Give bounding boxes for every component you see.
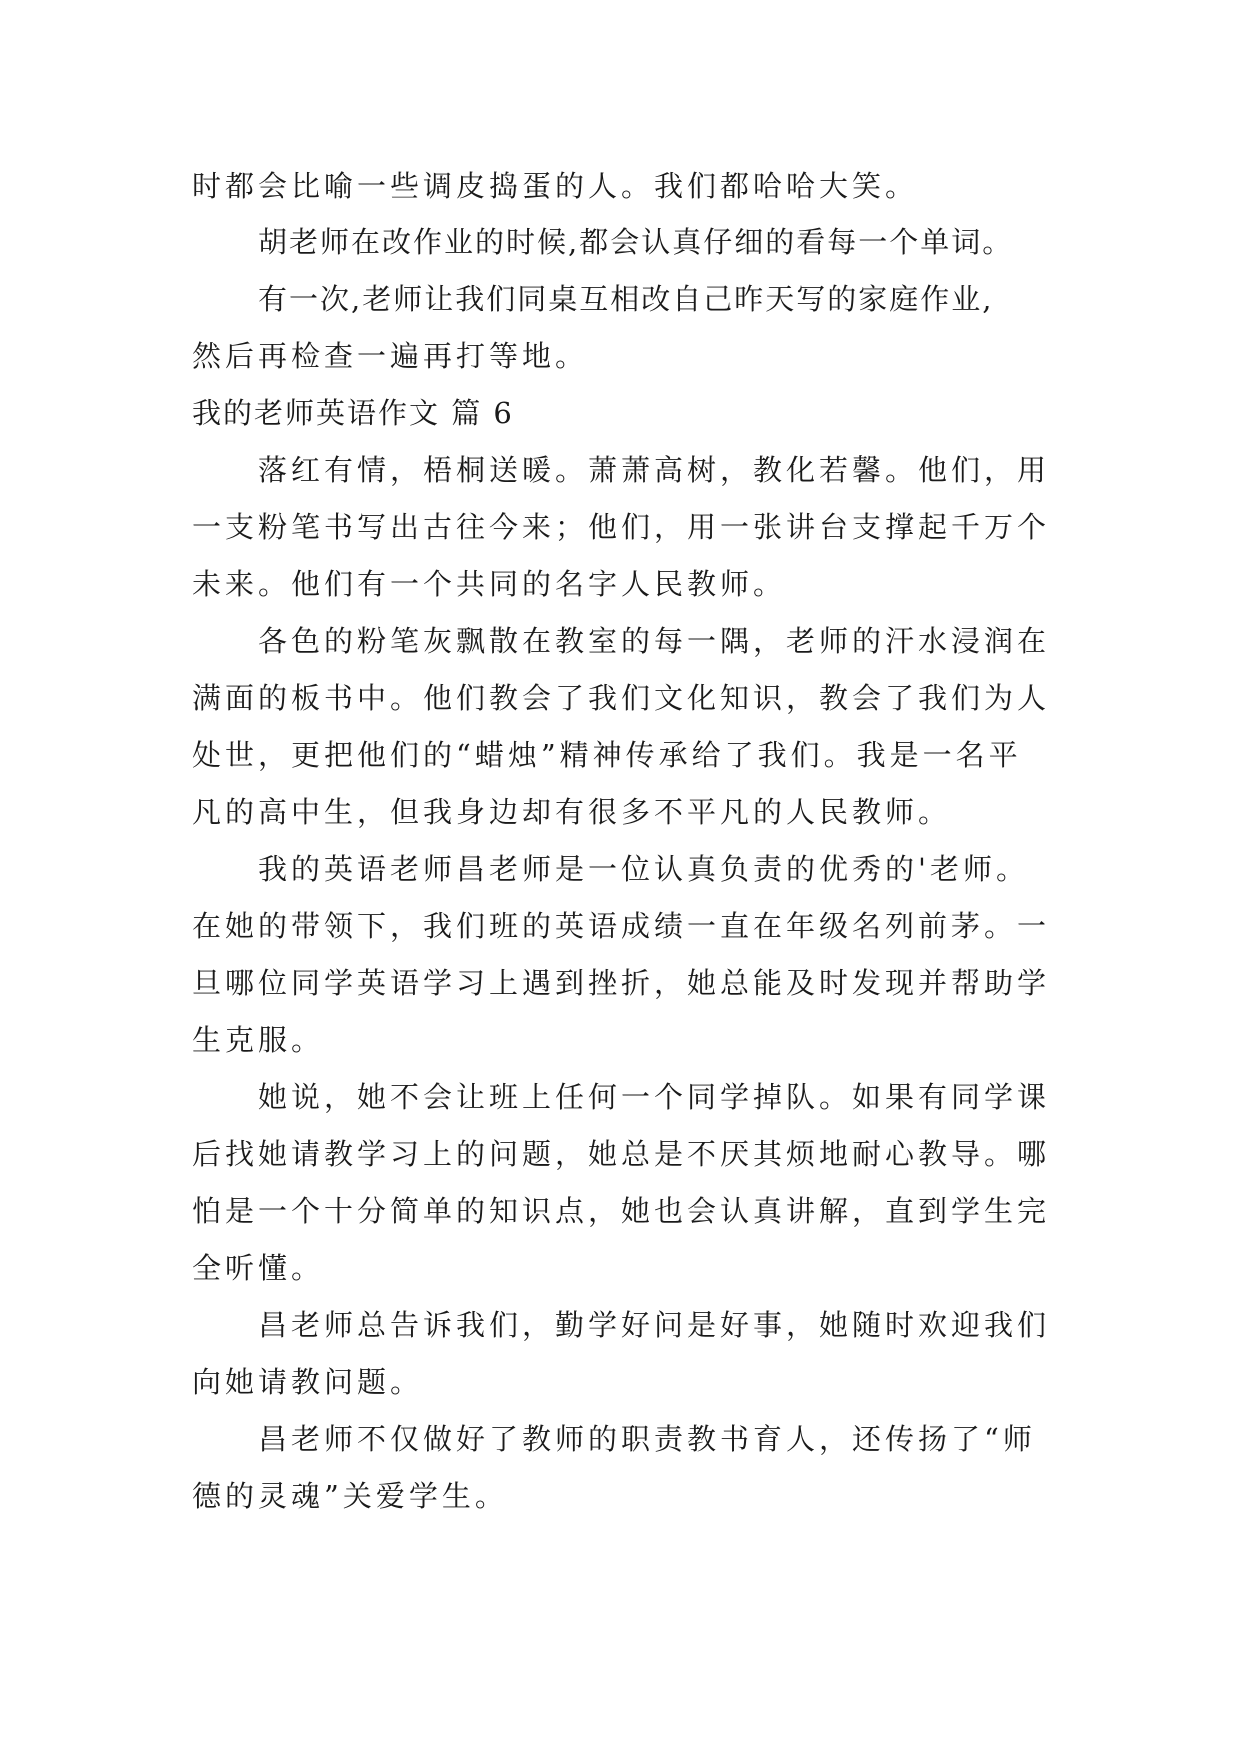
text-line: 凡的高中生，但我身边却有很多不平凡的人民教师。 [192,795,952,829]
text-line: 旦哪位同学英语学习上遇到挫折，她总能及时发现并帮助学 [192,966,1051,1000]
text-line: 时都会比喻一些调皮捣蛋的人。我们都哈哈大笑。 [192,169,919,203]
text-line: 胡老师在改作业的时候,都会认真仔细的看每一个单词。 [258,225,1014,259]
text-line: 生克服。 [192,1023,325,1057]
text-line: 怕是一个十分简单的知识点，她也会认真讲解，直到学生完 [192,1194,1051,1228]
text-line: 昌老师总告诉我们，勤学好问是好事，她随时欢迎我们 [258,1308,1051,1342]
text-line: 各色的粉笔灰飘散在教室的每一隅，老师的汗水浸润在 [258,624,1051,658]
text-line: 处世，更把他们的“蜡烛”精神传承给了我们。我是一名平 [192,738,1022,772]
text-line: 满面的板书中。他们教会了我们文化知识，教会了我们为人 [192,681,1051,715]
text-line: 未来。他们有一个共同的名字人民教师。 [192,567,787,601]
text-line: 后找她请教学习上的问题，她总是不厌其烦地耐心教导。哪 [192,1137,1051,1171]
text-line: 落红有情，梧桐送暖。萧萧高树，教化若馨。他们，用 [258,453,1051,487]
text-line: 全听懂。 [192,1251,325,1285]
text-line: 有一次,老师让我们同桌互相改自己昨天写的家庭作业, [258,282,994,316]
text-line: 德的灵魂”关爱学生。 [192,1479,508,1513]
text-line: 在她的带领下，我们班的英语成绩一直在年级名列前茅。一 [192,909,1051,943]
text-line: 然后再检查一遍再打等地。 [192,339,589,373]
text-line: 我的英语老师昌老师是一位认真负责的优秀的'老师。 [258,852,1029,886]
section-heading: 我的老师英语作文 篇 6 [192,396,514,430]
text-line: 向她请教问题。 [192,1365,424,1399]
text-line: 她说，她不会让班上任何一个同学掉队。如果有同学课 [258,1080,1051,1114]
text-line: 昌老师不仅做好了教师的职责教书育人，还传扬了“师 [258,1422,1036,1456]
text-line: 一支粉笔书写出古往今来；他们，用一张讲台支撑起千万个 [192,510,1051,544]
